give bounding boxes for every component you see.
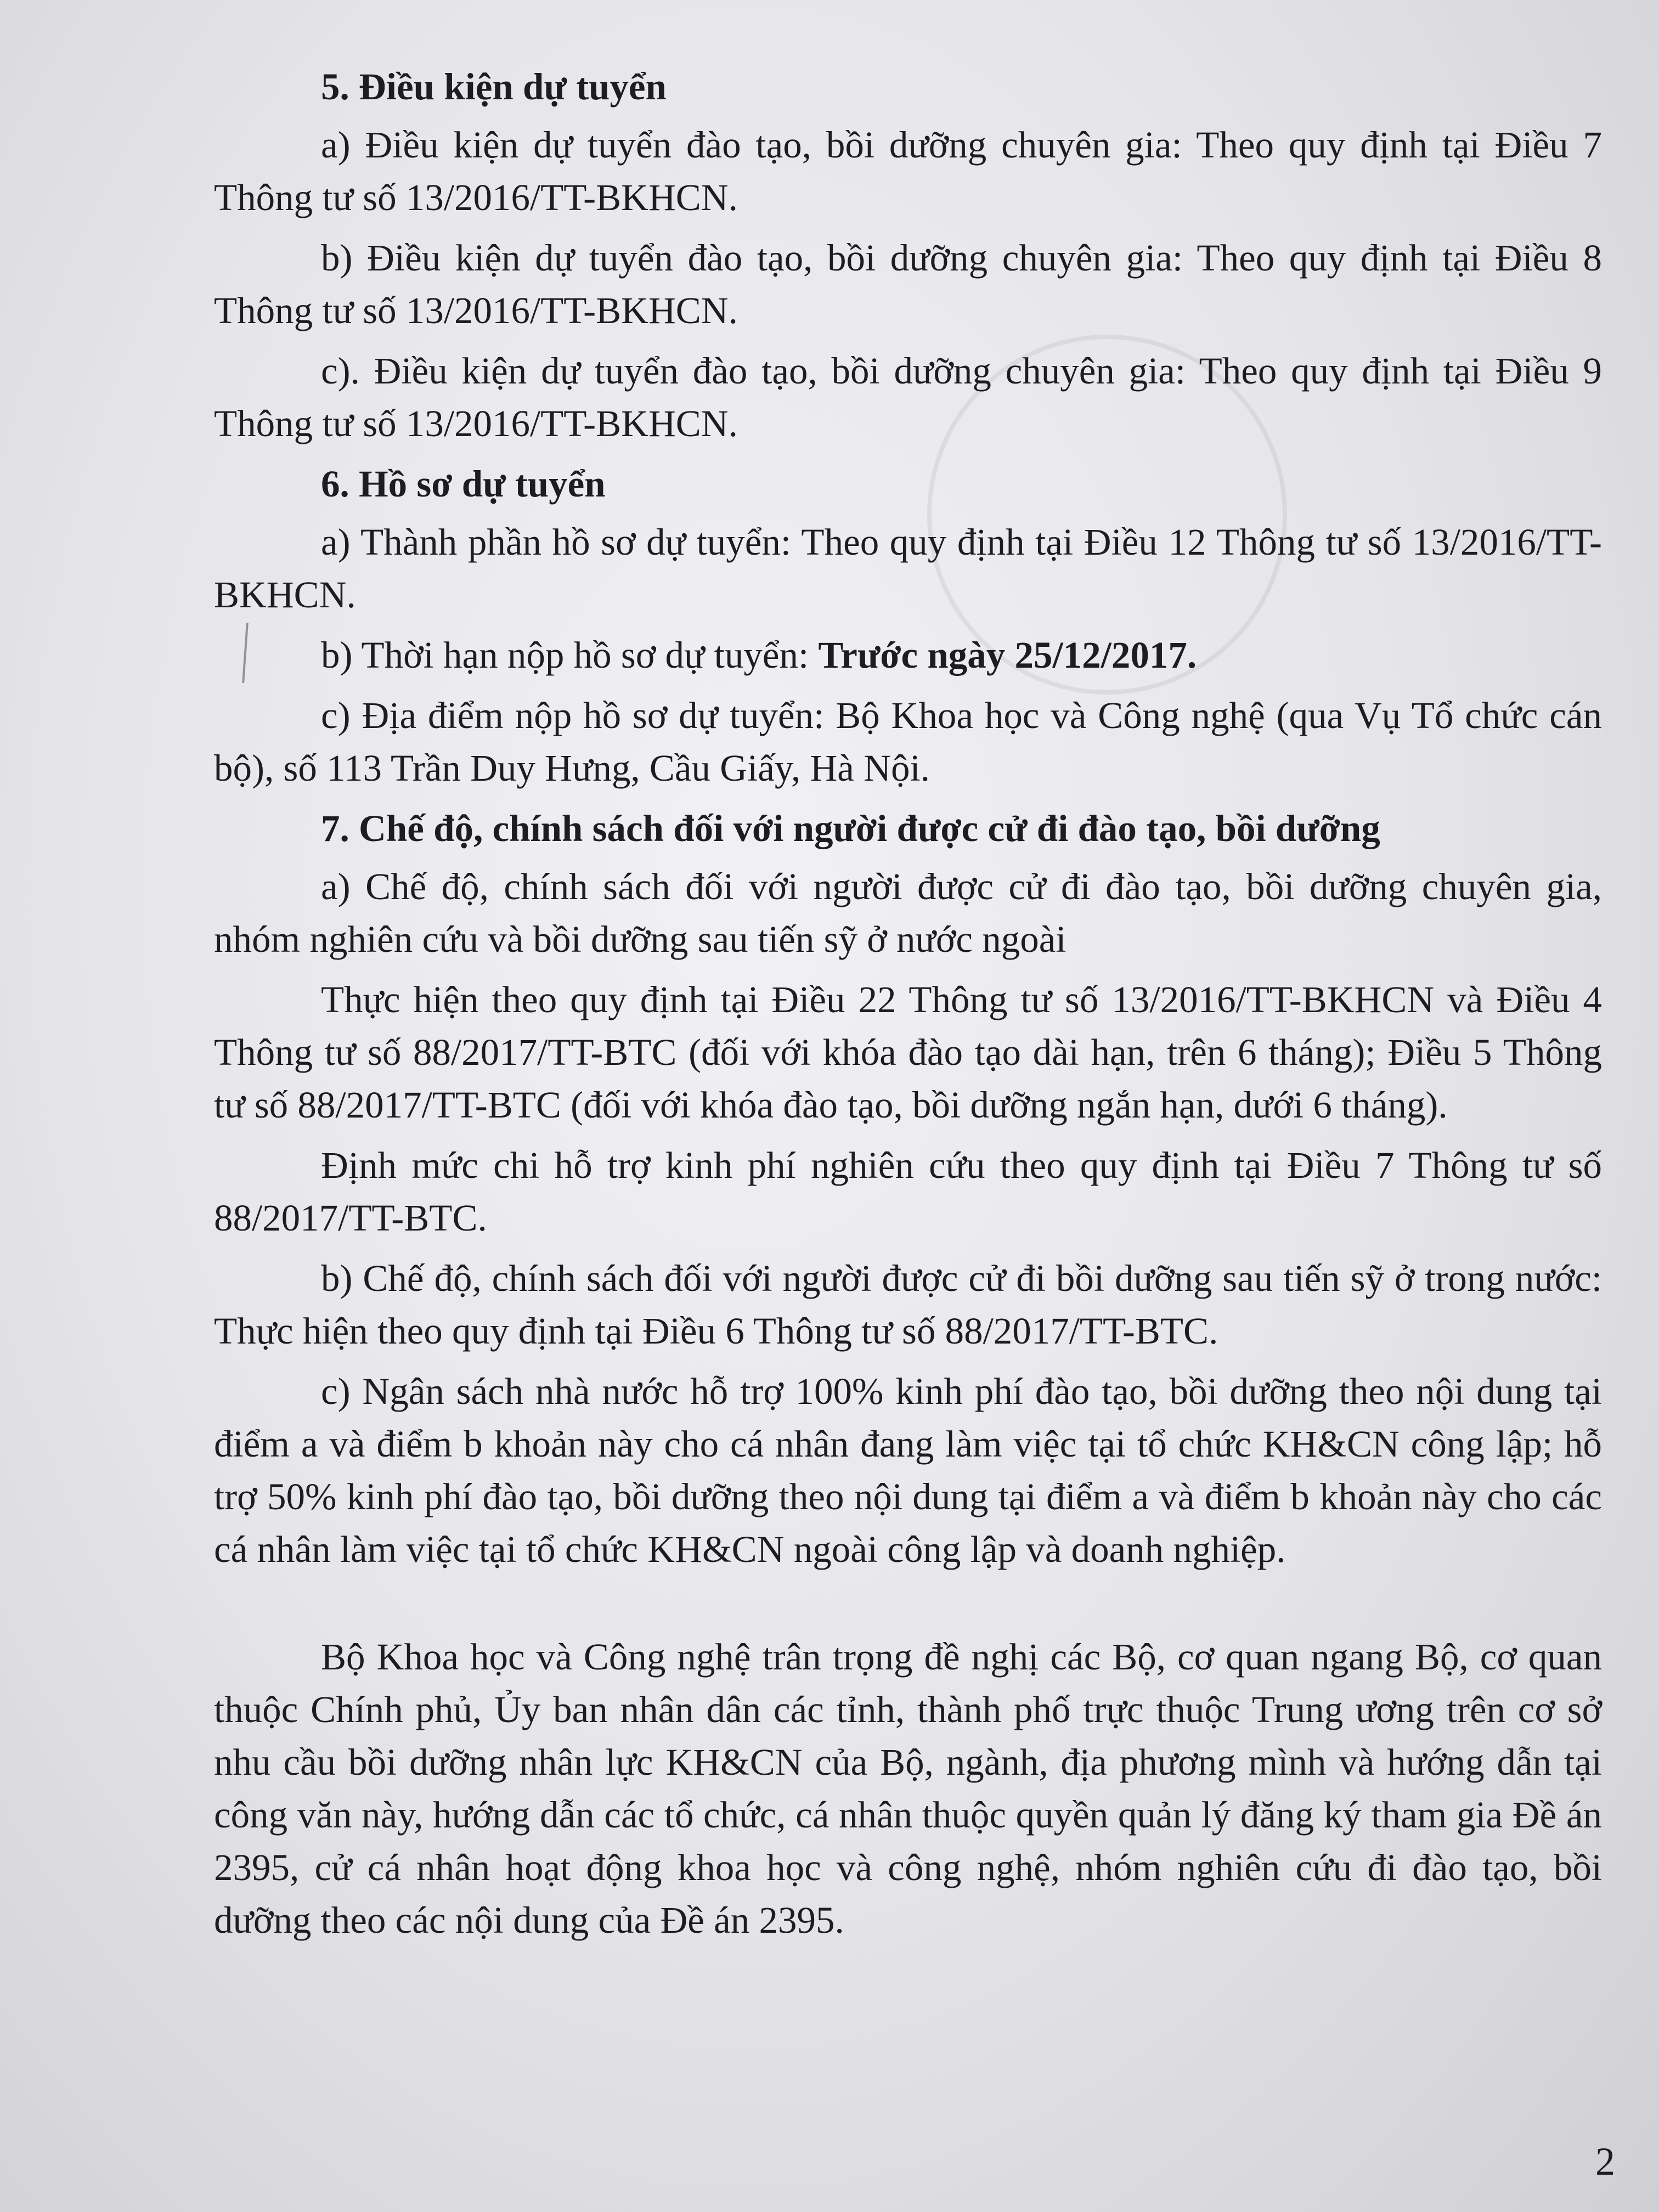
paragraph: a) Thành phần hồ sơ dự tuyển: Theo quy định tại Điều 12 Thông tư số 13/2016/TT-BKHCN.: [214, 521, 1602, 616]
paragraph: c) Địa điểm nộp hồ sơ dự tuyển: Bộ Khoa học và Công nghệ (qua Vụ Tổ chức cán bộ), số 113 Trần Duy Hưng, Cầu Giấy, Hà Nội.: [214, 695, 1602, 789]
paragraph: b) Chế độ, chính sách đối với người được cử đi bồi dưỡng sau tiến sỹ ở trong nước: Thực hiện theo quy định tại Điều 6 Thông tư số 88/2017/TT-BTC.: [214, 1257, 1602, 1352]
paragraph: c) Ngân sách nhà nước hỗ trợ 100% kinh phí đào tạo, bồi dưỡng theo nội dung tại điểm a và điểm b khoản này cho cá nhân đang làm việc tại tổ chức KH&CN công lập; hỗ trợ 50% kinh phí đào tạo, bồi dưỡng theo nội dung tại điểm a và điểm b khoản này cho các cá nhân làm việc tại tổ chức KH&CN ngoài công lập và doanh nghiệp.: [214, 1370, 1602, 1570]
paragraph: Thực hiện theo quy định tại Điều 22 Thông tư số 13/2016/TT-BKHCN và Điều 4 Thông tư số 88/2017/TT-BTC (đối với khóa đào tạo dài hạn, trên 6 tháng); Điều 5 Thông tư số 88/2017/TT-BTC (đối với khóa đào tạo, bồi dưỡng ngắn hạn, dưới 6 tháng).: [214, 979, 1602, 1126]
paragraph-deadline: [214, 629, 1602, 681]
section-heading: 7. Chế độ, chính sách đối với người được cử đi đào tạo, bồi dưỡng: [321, 808, 1380, 849]
section-6: [214, 458, 1602, 794]
section-5: [214, 60, 1602, 450]
section-heading: 5. Điều kiện dự tuyển: [321, 66, 667, 108]
paragraph: a) Điều kiện dự tuyển đào tạo, bồi dưỡng chuyên gia: Theo quy định tại Điều 7 Thông tư số 13/2016/TT-BKHCN.: [214, 124, 1602, 218]
closing-paragraph: Bộ Khoa học và Công nghệ trân trọng đề nghị các Bộ, cơ quan ngang Bộ, cơ quan thuộc Chính phủ, Ủy ban nhân dân các tỉnh, thành phố trực thuộc Trung ương trên cơ sở nhu cầu bồi dưỡng nhân lực KH&CN của Bộ, ngành, địa phương mình và hướng dẫn tại công văn này, hướng dẫn các tổ chức, cá nhân thuộc quyền quản lý đăng ký tham gia Đề án 2395, cử cá nhân hoạt động khoa học và công nghệ, nhóm nghiên cứu đi đào tạo, bồi dưỡng theo các nội dung của Đề án 2395.: [214, 1636, 1602, 1941]
paragraph: c). Điều kiện dự tuyển đào tạo, bồi dưỡng chuyên gia: Theo quy định tại Điều 9 Thông tư số 13/2016/TT-BKHCN.: [214, 350, 1602, 444]
section-heading: 6. Hồ sơ dự tuyển: [321, 463, 606, 505]
deadline-label: b) Thời hạn nộp hồ sơ dự tuyển:: [321, 634, 819, 676]
document-body: [214, 60, 1602, 1954]
section-7: [214, 802, 1602, 1576]
paragraph: b) Điều kiện dự tuyển đào tạo, bồi dưỡng chuyên gia: Theo quy định tại Điều 8 Thông tư số 13/2016/TT-BKHCN.: [214, 237, 1602, 331]
deadline-date: Trước ngày 25/12/2017.: [818, 634, 1197, 676]
page-number: 2: [1595, 2140, 1615, 2183]
paragraph: Định mức chi hỗ trợ kinh phí nghiên cứu theo quy định tại Điều 7 Thông tư số 88/2017/TT-BTC.: [214, 1144, 1602, 1239]
paragraph: a) Chế độ, chính sách đối với người được cử đi đào tạo, bồi dưỡng chuyên gia, nhóm nghiên cứu và bồi dưỡng sau tiến sỹ ở nước ngoài: [214, 866, 1602, 960]
